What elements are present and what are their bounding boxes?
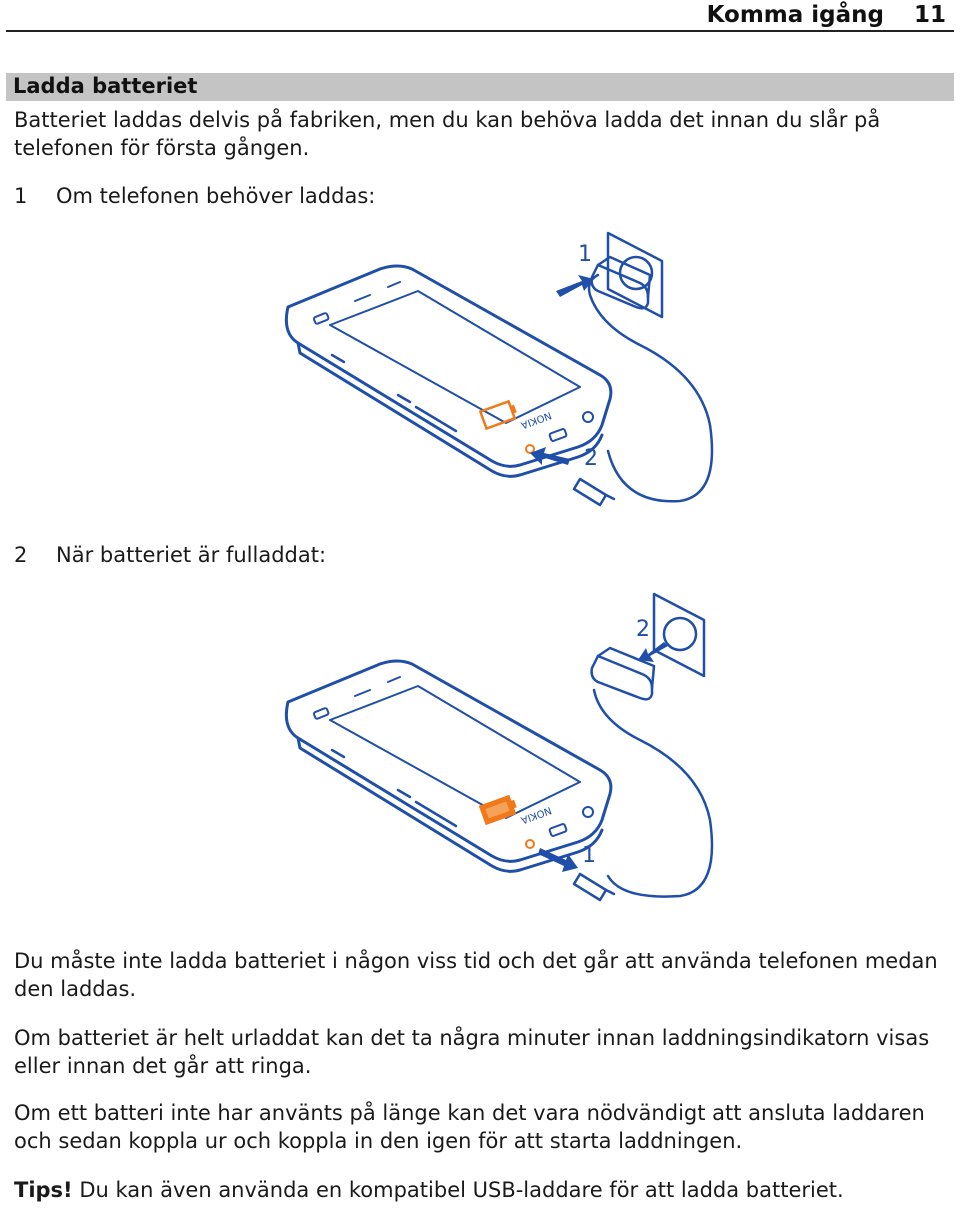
- tip-paragraph: [14, 1176, 949, 1204]
- step-text: Om telefonen behöver laddas:: [56, 184, 376, 208]
- callout-2: 2: [584, 446, 598, 471]
- body-paragraph: Du måste inte ladda batteriet i någon viss tid och det går att använda telefonen medan den laddas.: [14, 949, 938, 1001]
- step-text: När batteriet är fulladdat:: [56, 543, 327, 567]
- section-heading-bar: [6, 73, 954, 101]
- arrow-to-phone-icon: [530, 447, 570, 465]
- step-2: [14, 541, 326, 569]
- arrow-unplug-phone-icon: [538, 848, 578, 872]
- battery-full-icon: [480, 795, 518, 824]
- callout-1: 1: [582, 843, 596, 868]
- battery-empty-icon: [480, 400, 518, 429]
- callout-2: 2: [636, 617, 650, 642]
- brand-logo: NOKIA: [519, 409, 553, 431]
- body-paragraph: Om batteriet är helt urladdat kan det ta några minuter innan laddningsindikatorn visas eller innan det går att ringa.: [14, 1026, 930, 1078]
- callout-1: 1: [578, 242, 592, 267]
- unplug-illustration: [270, 590, 730, 910]
- step-number: 2: [14, 543, 28, 567]
- step-1: [14, 182, 375, 210]
- tip-text: Du kan även använda en kompatibel USB-laddare för att ladda batteriet.: [72, 1178, 844, 1202]
- step-number: 1: [14, 184, 28, 208]
- brand-logo: NOKIA: [519, 804, 553, 826]
- header-chapter-title: Komma igång: [706, 2, 884, 28]
- page-header: [6, 0, 954, 32]
- body-paragraph: Om ett batteri inte har använts på länge kan det vara nödvändigt att ansluta laddaren och sedan koppla ur och koppla in den igen för att starta laddningen.: [14, 1101, 925, 1153]
- tip-label: Tips!: [14, 1178, 73, 1202]
- page-number: 11: [913, 2, 946, 28]
- charging-illustration: [270, 225, 730, 515]
- intro-paragraph: Batteriet laddas delvis på fabriken, men du kan behöva ladda det innan du slår på telefonen för första gången.: [14, 108, 881, 160]
- section-title: Ladda batteriet: [13, 74, 198, 98]
